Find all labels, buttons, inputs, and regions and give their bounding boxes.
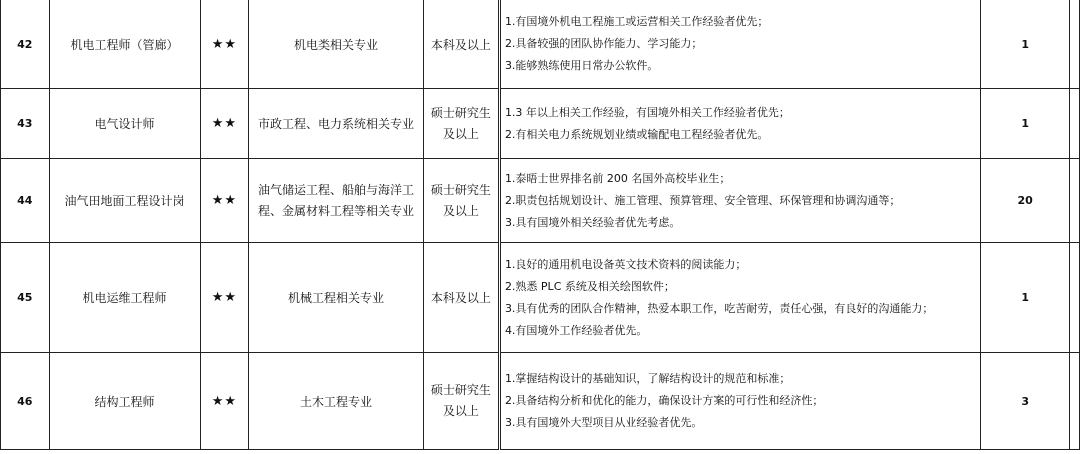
requirements-line: 3.具有国境外大型项目从业经验者优先。 xyxy=(504,416,703,429)
education xyxy=(423,89,499,159)
education-line: 本科及以上 xyxy=(430,291,491,305)
level-stars: ★★ xyxy=(200,0,249,89)
requirements-line: 1.泰晤士世界排名前 200 名国外高校毕业生； xyxy=(504,171,731,185)
requirements-line: 3.具有国境外相关经验者优先考虑。 xyxy=(504,215,681,229)
table-row xyxy=(1,353,1080,450)
major-line: 程、金属材料工程等相关专业 xyxy=(258,203,415,218)
education-line: 硕士研究生 xyxy=(430,182,491,197)
row-number: 42 xyxy=(1,0,50,89)
major xyxy=(249,89,424,159)
table-row xyxy=(1,89,1080,159)
trailing-cell xyxy=(1070,159,1080,243)
requirements-line: 1.有国境外机电工程施工或运营相关工作经验者优先； xyxy=(504,15,769,28)
row-number: 46 xyxy=(1,353,50,450)
requirements xyxy=(499,89,980,159)
job-title: 电气设计师 xyxy=(49,89,200,159)
major xyxy=(249,159,424,243)
requirements xyxy=(499,159,980,243)
trailing-cell xyxy=(1070,243,1080,353)
education-line: 硕士研究生 xyxy=(430,383,491,397)
headcount: 3 xyxy=(981,353,1070,450)
major xyxy=(249,353,424,450)
job-title: 结构工程师 xyxy=(49,353,200,450)
trailing-cell xyxy=(1070,89,1080,159)
education-line: 本科及以上 xyxy=(430,37,491,52)
major xyxy=(249,243,424,353)
requirements-line: 3.具有优秀的团队合作精神，热爱本职工作，吃苦耐劳，责任心强，有良好的沟通能力； xyxy=(504,301,934,315)
education xyxy=(423,353,499,450)
major-line: 油气储运工程、船舶与海洋工 xyxy=(258,182,415,197)
requirements-line: 1.3 年以上相关工作经验，有国境外相关工作经验者优先； xyxy=(504,105,790,119)
major xyxy=(249,0,424,89)
row-number: 44 xyxy=(1,159,50,243)
table-row xyxy=(1,243,1080,353)
education-line: 硕士研究生 xyxy=(430,105,491,120)
trailing-cell xyxy=(1070,0,1080,89)
major-line: 市政工程、电力系统相关专业 xyxy=(258,117,415,131)
requirements-line: 1.良好的通用机电设备英文技术资料的阅读能力； xyxy=(504,257,747,271)
major-line: 机械工程相关专业 xyxy=(288,291,385,305)
requirements xyxy=(499,353,980,450)
job-title: 机电运维工程师 xyxy=(49,243,200,353)
requirements-line: 4.有国境外工作经验者优先。 xyxy=(504,323,648,337)
table-row xyxy=(1,0,1080,89)
headcount: 1 xyxy=(981,89,1070,159)
job-title: 油气田地面工程设计岗 xyxy=(49,159,200,243)
level-stars: ★★ xyxy=(200,353,249,450)
requirements-line: 2.有相关电力系统规划业绩或输配电工程经验者优先。 xyxy=(504,127,769,141)
headcount: 1 xyxy=(981,0,1070,89)
requirements-line: 2.职责包括规划设计、施工管理、预算管理、安全管理、环保管理和协调沟通等； xyxy=(504,193,901,207)
level-stars: ★★ xyxy=(200,243,249,353)
requirements-line: 2.熟悉 PLC 系统及相关绘图软件； xyxy=(504,279,675,293)
education xyxy=(423,243,499,353)
requirements-line: 1.掌握结构设计的基础知识，了解结构设计的规范和标准； xyxy=(504,372,791,385)
education xyxy=(423,159,499,243)
requirements xyxy=(499,243,980,353)
requirements-line: 2.具备较强的团队协作能力、学习能力； xyxy=(504,37,703,50)
row-number: 45 xyxy=(1,243,50,353)
requirements-line: 3.能够熟练使用日常办公软件。 xyxy=(504,59,659,72)
level-stars: ★★ xyxy=(200,159,249,243)
education xyxy=(423,0,499,89)
trailing-cell xyxy=(1070,353,1080,450)
table-row xyxy=(1,159,1080,243)
education-line: 及以上 xyxy=(442,203,479,218)
requirements xyxy=(499,0,980,89)
major-line: 土木工程专业 xyxy=(300,394,373,409)
requirements-line: 2.具备结构分析和优化的能力，确保设计方案的可行性和经济性； xyxy=(504,394,824,407)
education-line: 及以上 xyxy=(442,404,479,418)
level-stars: ★★ xyxy=(200,89,249,159)
education-line: 及以上 xyxy=(442,126,479,141)
headcount: 20 xyxy=(981,159,1070,243)
major-line: 机电类相关专业 xyxy=(294,37,379,52)
job-title: 机电工程师（管廊） xyxy=(49,0,200,89)
row-number: 43 xyxy=(1,89,50,159)
headcount: 1 xyxy=(981,243,1070,353)
job-table-body xyxy=(1,0,1080,450)
